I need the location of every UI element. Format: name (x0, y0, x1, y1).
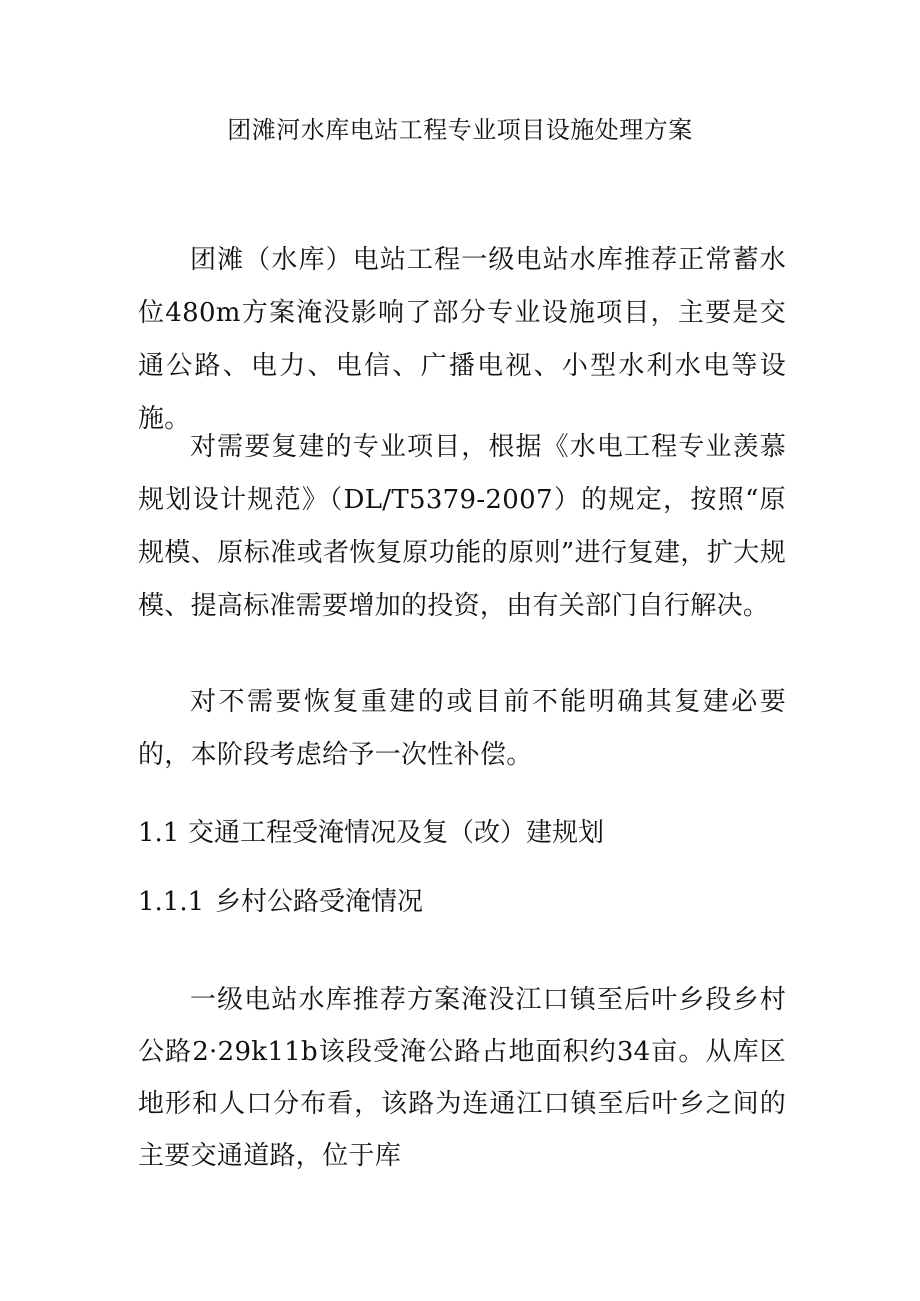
section-heading-1-1 (138, 813, 604, 853)
section-number: 1.1 (138, 818, 180, 848)
paragraph-rural-road: 一级电站水库推荐方案淹没江口镇至后叶乡段乡村公路2·29k11b该段受淹公路占地面积约34亩。从库区地形和人口分布看，该路为连通江口镇至后叶乡之间的主要交通道路，位于库 (138, 985, 786, 1171)
paragraph-compensation: 对不需要恢复重建的或目前不能明确其复建必要的，本阶段考虑给予一次性补偿。 (138, 687, 786, 770)
section-title: 交通工程受淹情况及复（改）建规划 (188, 818, 605, 848)
document-title: 团滩河水库电站工程专业项目设施处理方案 (227, 116, 693, 144)
section-heading-1-1-1 (138, 882, 423, 922)
section-title: 乡村公路受淹情况 (215, 887, 424, 917)
section-number: 1.1.1 (138, 887, 205, 917)
paragraph-rebuild-principle: 对需要复建的专业项目，根据《水电工程专业羡慕规划设计规范》（DL/T5379-2007）的规定，按照“原规模、原标准或者恢复原功能的原则”进行复建，扩大规模、提高标准需要增加的投资，由有关部门自行解决。 (138, 432, 786, 621)
paragraph-scope: 团滩（水库）电站工程一级电站水库推荐正常蓄水位480m方案淹没影响了部分专业设施项目，主要是交通公路、电力、电信、广播电视、小型水利水电等设施。 (138, 245, 786, 434)
